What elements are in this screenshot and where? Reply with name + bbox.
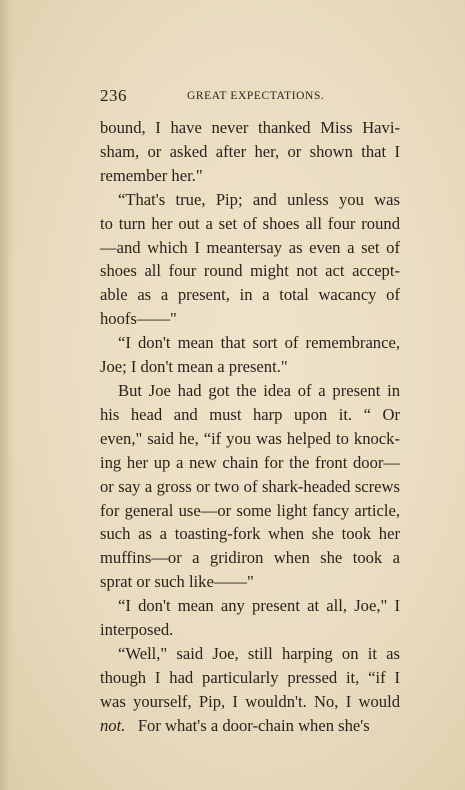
text-line: for general use—or some light fancy article, xyxy=(100,500,400,520)
line-continuation: For what's a door-chain when she's xyxy=(137,715,370,735)
text-line: hoofs——" xyxy=(100,309,177,329)
page-gutter-shadow xyxy=(0,0,14,790)
text-line: “I don't mean that sort of remembrance, xyxy=(118,333,400,353)
text-line: shoes all four round might not act accept- xyxy=(100,261,400,281)
text-line: “Well," said Joe, still harping on it as xyxy=(118,643,400,663)
text-line: such as a toasting-fork when she took her xyxy=(100,524,400,544)
text-line: ing her up a new chain for the front door— xyxy=(100,452,400,472)
text-line: “I don't mean any present at all, Joe," I xyxy=(118,596,400,616)
text-line: or say a gross or two of shark-headed screws xyxy=(100,476,400,496)
text-line: to turn her out a set of shoes all four round xyxy=(100,213,400,233)
text-line: “That's true, Pip; and unless you was xyxy=(118,189,400,209)
text-line: was yourself, Pip, I wouldn't. No, I would xyxy=(100,691,400,711)
running-head xyxy=(100,86,400,106)
page-number: 236 xyxy=(100,86,127,105)
text-line: his head and must harp upon it. “ Or xyxy=(100,404,400,424)
text-line: bound, I have never thanked Miss Havi- xyxy=(100,118,400,137)
text-line: —and which I meantersay as even a set of xyxy=(100,237,400,257)
text-line: Joe; I don't mean a present." xyxy=(100,357,288,377)
text-line: though I had particularly pressed it, “if I xyxy=(100,667,400,687)
text-line: even," said he, “if you was helped to knock- xyxy=(100,428,400,448)
text-line: remember her." xyxy=(100,165,203,185)
text-line: muffins—or a gridiron when she took a xyxy=(100,548,400,568)
text-line-split xyxy=(100,714,400,738)
text-line: But Joe had got the idea of a present in xyxy=(118,380,400,400)
body-text xyxy=(100,116,400,738)
running-title: GREAT EXPECTATIONS. xyxy=(187,90,325,102)
text-line: sprat or such like——" xyxy=(100,572,254,592)
text-line: sham, or asked after her, or shown that I xyxy=(100,141,400,161)
text-line: able as a present, in a total wacancy of xyxy=(100,285,400,305)
text-line: interposed. xyxy=(100,620,174,640)
italic-word: not. xyxy=(100,715,126,735)
